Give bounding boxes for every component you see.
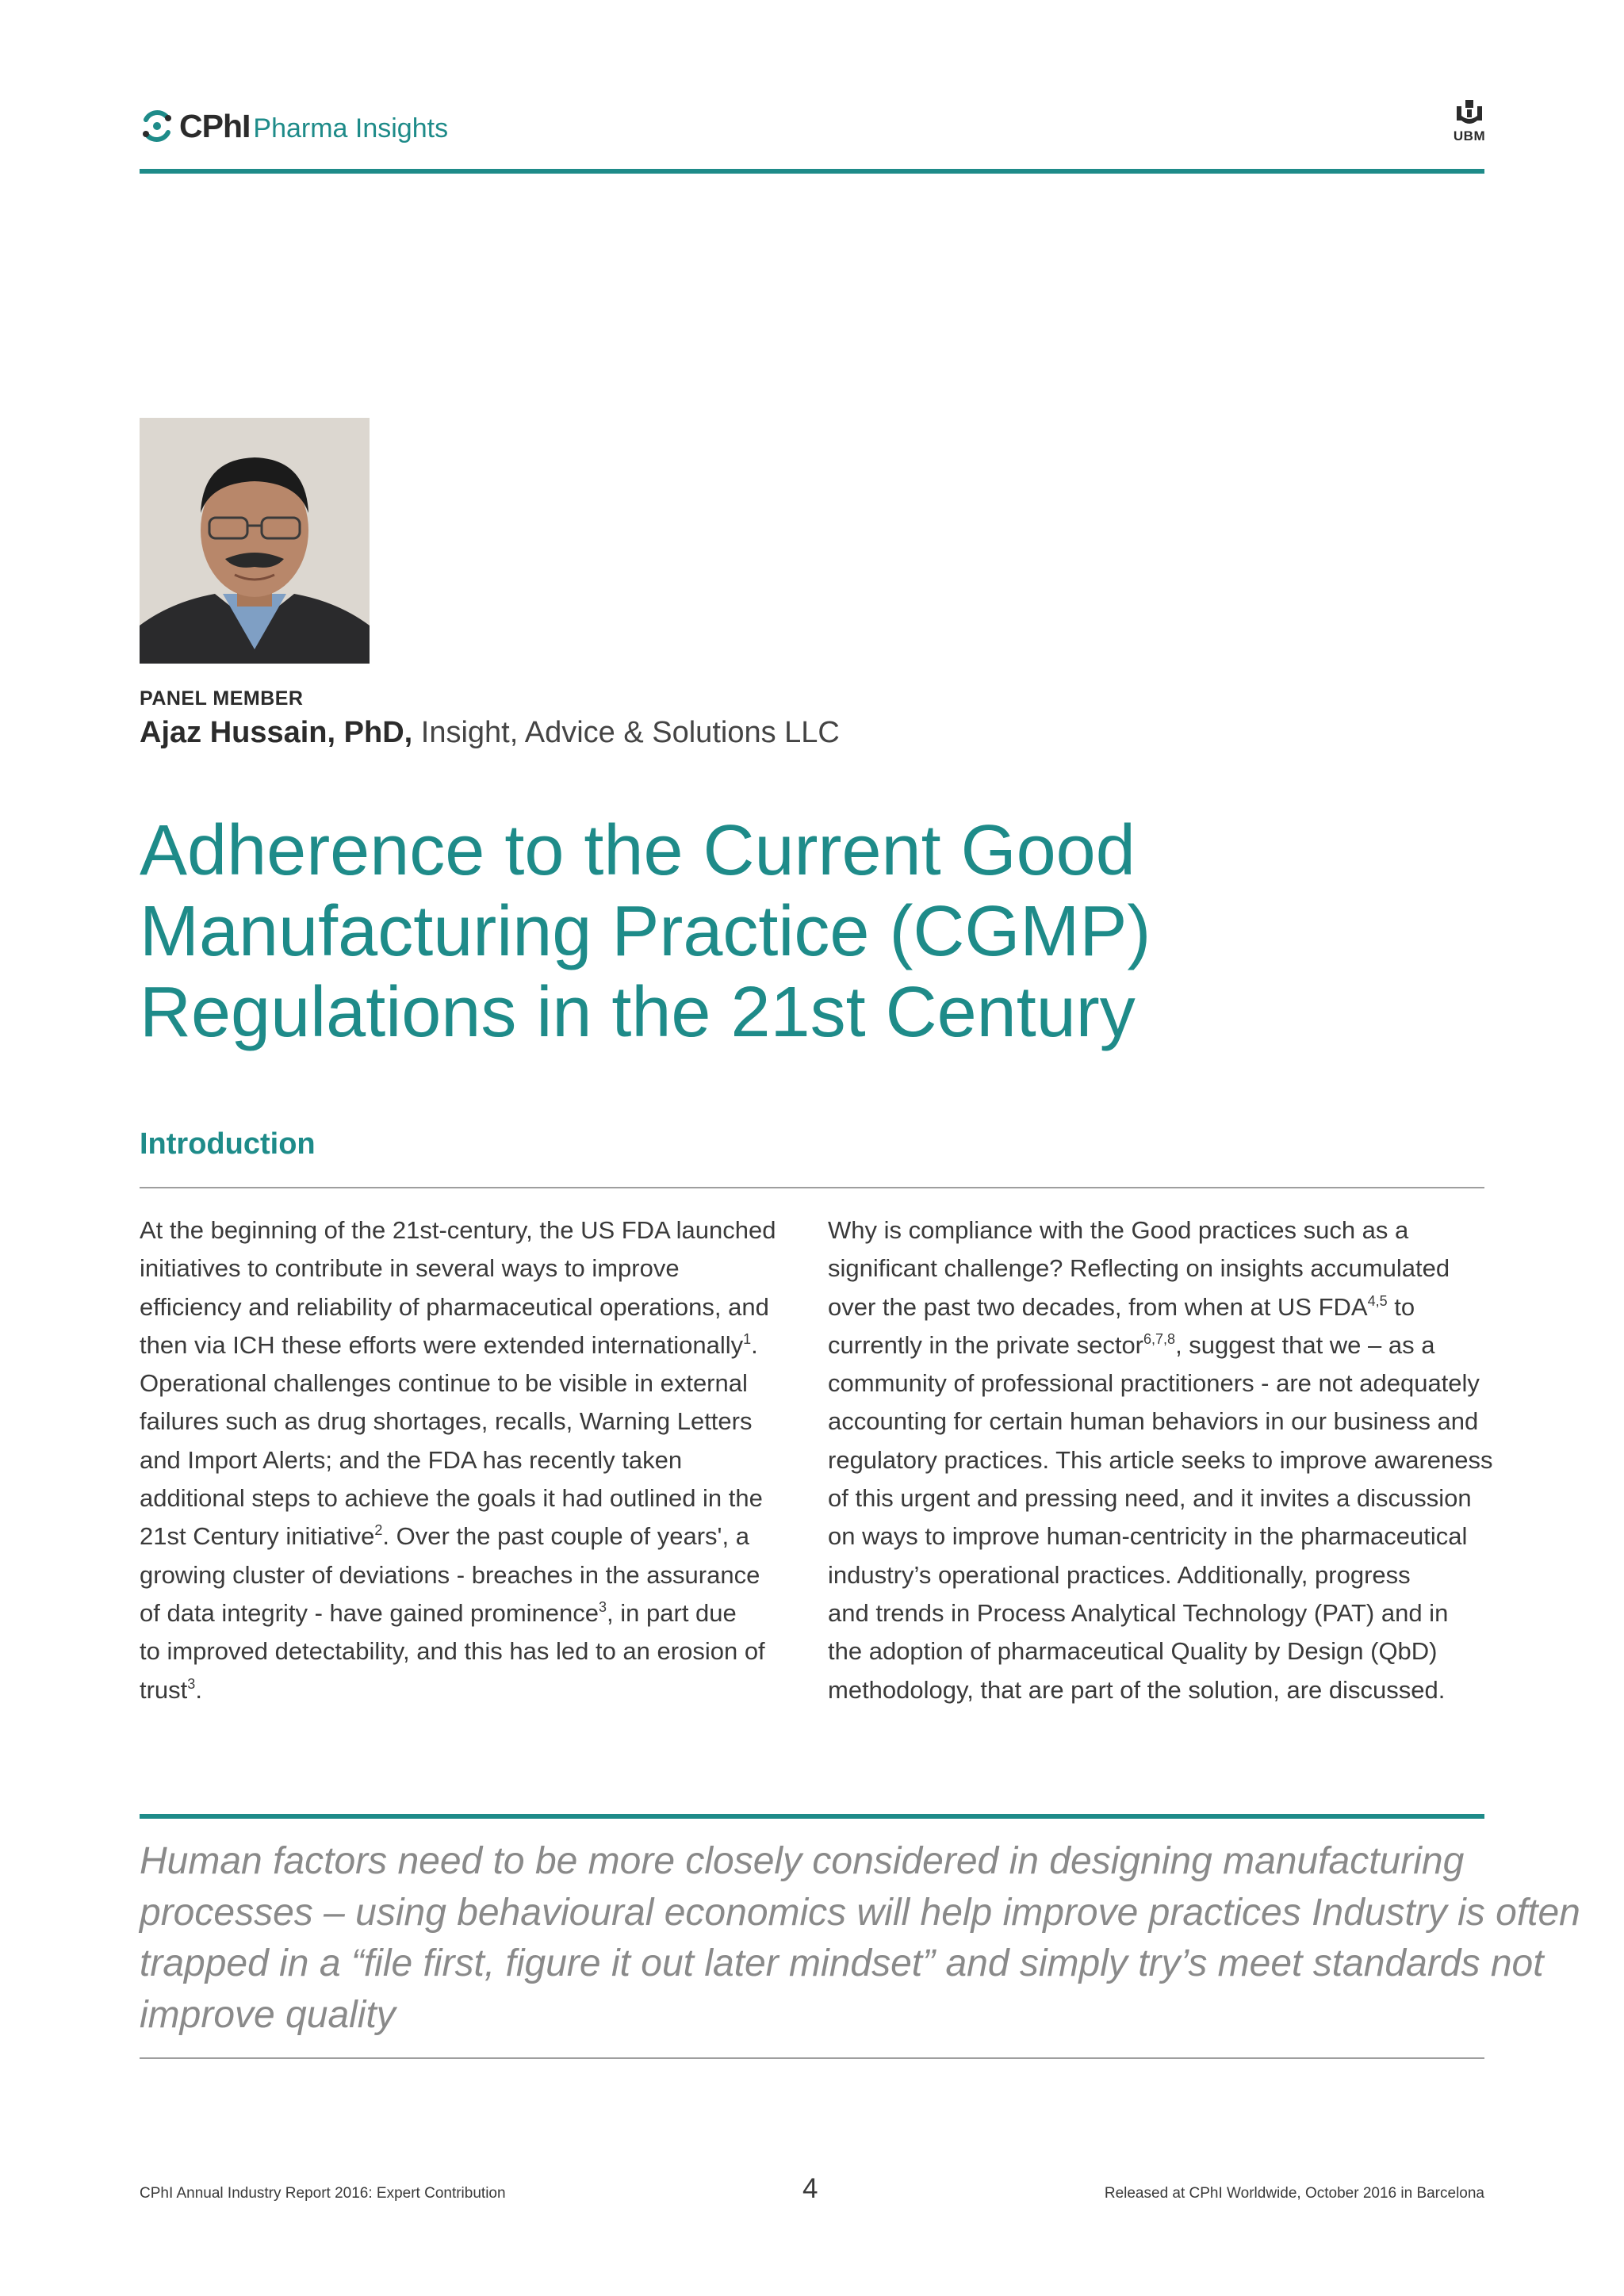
body-line: to improved detectability, and this has led to an erosion of [140, 1637, 765, 1666]
cphi-logo-icon [140, 109, 174, 144]
body-line: on ways to improve human-centricity in the pharmaceutical [828, 1522, 1468, 1551]
footnote-ref: 1 [743, 1330, 752, 1347]
ubm-logo [1445, 98, 1494, 144]
section-heading-introduction: Introduction [140, 1127, 316, 1161]
body-line: community of professional practitioners - are not adequately [828, 1369, 1480, 1398]
footnote-ref: 6,7,8 [1143, 1330, 1176, 1347]
body-line: failures such as drug shortages, recalls, Warning Letters [140, 1407, 753, 1436]
title-line: Manufacturing Practice (CGMP) [140, 892, 1151, 971]
brand-logo [140, 106, 448, 146]
body-line: accounting for certain human behaviors in our business and [828, 1407, 1479, 1436]
body-line: and Import Alerts; and the FDA has recently taken [140, 1445, 683, 1474]
quote-line: Human factors need to be more closely considered in designing manufacturing [140, 1840, 1465, 1882]
body-line: over the past two decades, from when at US FDA$^{4,5}$ to [828, 1292, 1415, 1321]
body-line: additional steps to achieve the goals it had outlined in the [140, 1484, 763, 1513]
body-line: significant challenge? Reflecting on insights accumulated [828, 1254, 1450, 1283]
body-line: 21st Century initiative$^2$. Over the past couple of years', a [140, 1522, 749, 1551]
quote-line: processes – using behavioural economics will help improve practices Industry is often [140, 1891, 1580, 1934]
body-line: Why is compliance with the Good practices such as a [828, 1216, 1409, 1244]
body-line: regulatory practices. This article seeks to improve awareness [828, 1445, 1493, 1474]
body-line: initiatives to contribute in several ways to improve [140, 1254, 680, 1283]
author-line [140, 716, 840, 750]
ubm-label: UBM [1453, 128, 1486, 144]
author-portrait [140, 418, 370, 664]
body-line: growing cluster of deviations - breaches in the assurance [140, 1560, 760, 1589]
body-line: of this urgent and pressing need, and it invites a discussion [828, 1484, 1472, 1513]
body-line: then via ICH these efforts were extended internationally$^1$. [140, 1330, 758, 1359]
article-title [140, 810, 1408, 1053]
body-line: and trends in Process Analytical Technology (PAT) and in [828, 1598, 1449, 1627]
footnote-ref: 3 [599, 1598, 607, 1615]
brand-subtitle: Pharma Insights [253, 113, 449, 144]
quote-divider-top [140, 1814, 1484, 1819]
quote-divider-bottom [140, 2057, 1484, 2059]
footnote-ref: 3 [187, 1675, 196, 1692]
body-line: industry’s operational practices. Additionally, progress [828, 1560, 1411, 1589]
body-line: At the beginning of the 21st-century, the US FDA launched [140, 1216, 776, 1244]
author-affiliation: Insight, Advice & Solutions LLC [420, 716, 840, 749]
body-line: trust$^3$. [140, 1675, 202, 1704]
author-name: Ajaz Hussain, PhD, [140, 716, 413, 749]
body-column-right [828, 1211, 1494, 1709]
portrait-image [140, 418, 370, 664]
panel-member-label: PANEL MEMBER [140, 687, 304, 710]
footer-release-info: Released at CPhI Worldwide, October 2016 in Barcelona [1104, 2185, 1484, 2202]
footnote-ref: 2 [374, 1522, 383, 1539]
quote-line: improve quality [140, 1993, 396, 2036]
footer-report-title: CPhI Annual Industry Report 2016: Expert Contribution [140, 2185, 506, 2202]
ubm-logo-icon [1454, 98, 1485, 127]
title-line: Adherence to the Current Good [140, 811, 1136, 890]
body-line: the adoption of pharmaceutical Quality by Design (QbD) [828, 1637, 1438, 1666]
title-line: Regulations in the 21st Century [140, 973, 1136, 1052]
body-column-left [140, 1211, 806, 1709]
body-line: efficiency and reliability of pharmaceutical operations, and [140, 1292, 769, 1321]
brand-name: CPhI [179, 107, 251, 144]
body-line: currently in the private sector$^{6,7,8}$, suggest that we – as a [828, 1330, 1435, 1359]
quote-line: trapped in a “file first, figure it out later mindset” and simply try’s meet standards not [140, 1942, 1544, 1984]
section-divider [140, 1187, 1484, 1188]
body-line: of data integrity - have gained prominence$^3$, in part due [140, 1598, 737, 1627]
header-divider [140, 169, 1484, 174]
footnote-ref: 4,5 [1367, 1292, 1388, 1309]
body-line: methodology, that are part of the solution, are discussed. [828, 1675, 1446, 1704]
page-number: 4 [802, 2173, 818, 2204]
pull-quote [140, 1836, 1580, 2041]
body-line: Operational challenges continue to be visible in external [140, 1369, 748, 1398]
